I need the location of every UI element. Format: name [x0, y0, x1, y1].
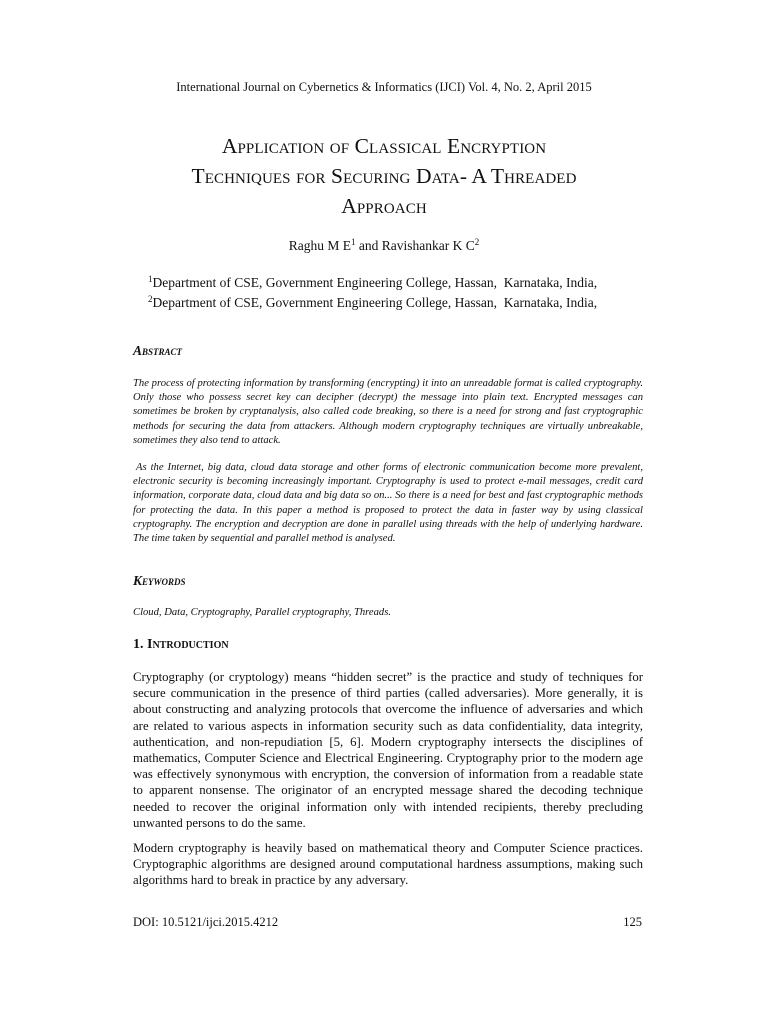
abstract-paragraph: The process of protecting information by transforming (encrypting) it into an unreadable format is called cryptography. Only those who possess secret key can decipher (decrypt) the message into plain text. Encrypted messages can sometimes be broken by cryptanalysis, also called code breaking, so there is a need for strong and fast cryptographic methods for securing the data from attackers. Although modern cryptography techniques are virtually unbreakable, sometimes they also tend to attack. [133, 378, 643, 446]
affiliation-marker: 2 [148, 294, 153, 304]
paper-title [84, 131, 684, 221]
keywords-heading: Keywords [133, 573, 186, 588]
affiliation [148, 295, 597, 311]
author-name: Raghu M E [288, 238, 351, 253]
title-line: Techniques for Securing Data- A Threaded [191, 164, 577, 188]
title-line: Approach [341, 194, 427, 218]
affiliation-text: Department of CSE, Government Engineering College, Hassan, Karnataka, India, [152, 295, 598, 310]
abstract-heading: Abstract [133, 343, 183, 358]
author-name: Ravishankar K C [381, 238, 475, 253]
section-heading: 1. Introduction [133, 637, 229, 652]
affiliation [148, 275, 597, 291]
author-affiliation-marker: 1 [351, 237, 356, 247]
affiliation-text: Department of CSE, Government Engineering College, Hassan, Karnataka, India, [152, 275, 598, 290]
author-affiliation-marker: 2 [474, 237, 480, 247]
keywords-text: Cloud, Data, Cryptography, Parallel cryptography, Threads. [133, 607, 391, 618]
abstract-paragraph: As the Internet, big data, cloud data storage and other forms of electronic communication become more prevalent, electronic security is becoming increasingly important. Cryptography is used to protect e-mail messages, credit card information, corporate data, cloud data and big data so on... So there is a need for best and fast cryptographic methods for protecting the data. In this paper a method is proposed to protect the data in faster way by using classical cryptography. The encryption and decryption are done in parallel using threads with the help of underlying hardware. The time taken by sequential and parallel method is analysed. [133, 462, 643, 545]
affiliation-marker: 1 [148, 274, 153, 284]
running-head: International Journal on Cybernetics & Informatics (IJCI) Vol. 4, No. 2, April 2015 [176, 80, 592, 94]
author-list [0, 238, 768, 254]
page-number: 125 [623, 915, 642, 929]
title-line: Application of Classical Encryption [221, 134, 547, 158]
doi-footer: DOI: 10.5121/ijci.2015.4212 [133, 915, 279, 929]
body-paragraph: Modern cryptography is heavily based on mathematical theory and Computer Science practices. Cryptographic algorithms are designed around computational hardness assumptions, making such algorithms hard to break in practice by any adversary. [133, 841, 643, 888]
author-connector: and [355, 238, 382, 253]
body-paragraph: Cryptography (or cryptology) means “hidden secret” is the practice and study of techniques for secure communication in the presence of third parties (called adversaries). More generally, it is about constructing and analyzing protocols that overcome the influence of adversaries and which are related to various aspects in information security such as data confidentiality, data integrity, authentication, and non-repudiation [5, 6]. Modern cryptography intersects the disciplines of mathematics, Computer Science and Electrical Engineering. Cryptography prior to the modern age was effectively synonymous with encryption, the conversion of information from a readable state to apparent nonsense. The originator of an encrypted message shared the decoding technique needed to recover the original information only with intended recipients, thereby precluding unwanted persons to do the same. [133, 670, 643, 830]
